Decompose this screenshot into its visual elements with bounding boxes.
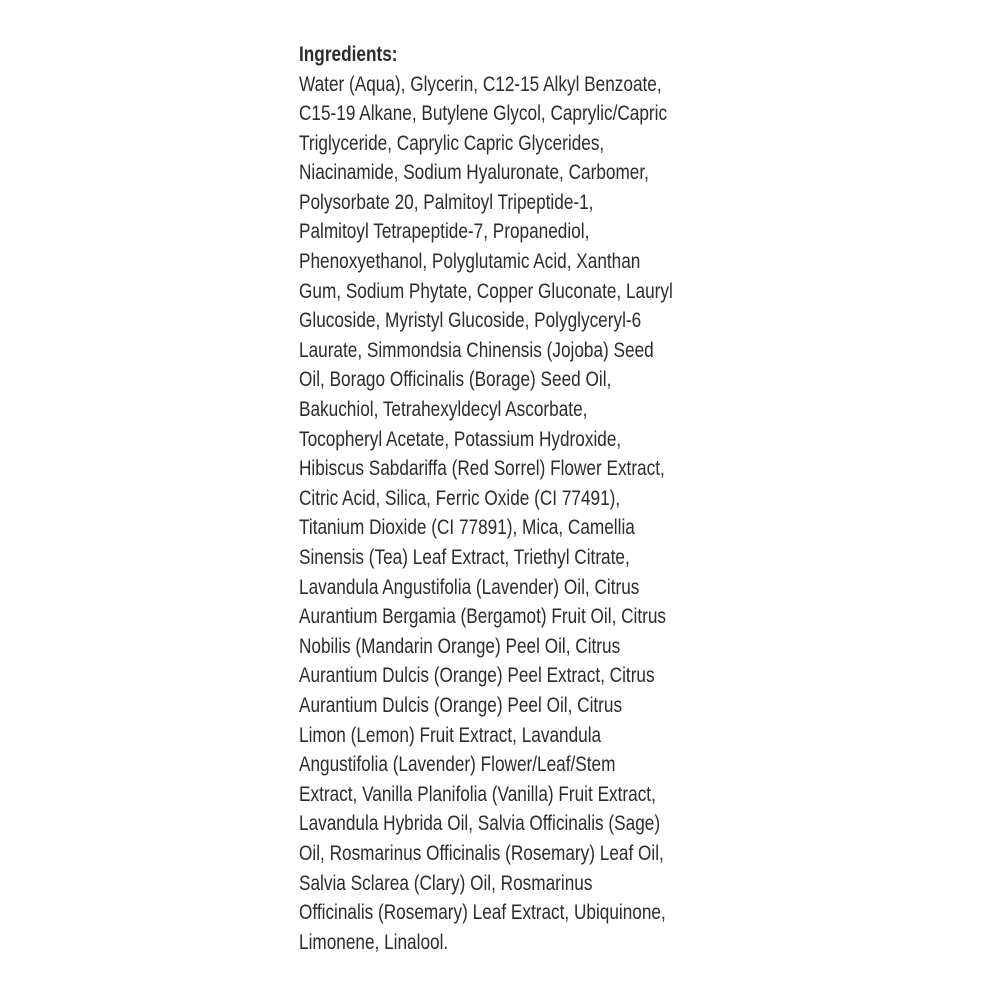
ingredients-line: Salvia Sclarea (Clary) Oil, Rosmarinus — [299, 870, 593, 895]
ingredients-line: Polysorbate 20, Palmitoyl Tripeptide-1, — [299, 189, 594, 214]
ingredients-line: Niacinamide, Sodium Hyaluronate, Carbomer, — [299, 160, 649, 185]
ingredients-heading: Ingredients: — [299, 43, 398, 66]
ingredients-line: Officinalis (Rosemary) Leaf Extract, Ubiquinone, — [299, 900, 666, 925]
ingredients-line: Tocopheryl Acetate, Potassium Hydroxide, — [299, 426, 622, 451]
ingredients-line: Nobilis (Mandarin Orange) Peel Oil, Citrus — [299, 633, 621, 658]
ingredients-line: Limonene, Linalool. — [299, 929, 449, 954]
ingredients-line: C15-19 Alkane, Butylene Glycol, Caprylic/Capric — [299, 101, 668, 126]
ingredients-line: Limon (Lemon) Fruit Extract, Lavandula — [299, 722, 602, 747]
ingredients-line: Extract, Vanilla Planifolia (Vanilla) Fruit Extract, — [299, 781, 656, 806]
ingredients-line: Triglyceride, Caprylic Capric Glycerides, — [299, 130, 605, 155]
ingredients-line: Titanium Dioxide (CI 77891), Mica, Camellia — [299, 515, 635, 540]
ingredients-line: Phenoxyethanol, Polyglutamic Acid, Xanthan — [299, 249, 641, 274]
ingredients-line: Gum, Sodium Phytate, Copper Gluconate, Lauryl — [299, 278, 673, 303]
ingredients-line: Aurantium Dulcis (Orange) Peel Extract, Citrus — [299, 663, 655, 688]
ingredients-line: Laurate, Simmondsia Chinensis (Jojoba) Seed — [299, 337, 654, 362]
ingredients-line: Oil, Rosmarinus Officinalis (Rosemary) Leaf Oil, — [299, 840, 664, 865]
ingredients-line: Hibiscus Sabdariffa (Red Sorrel) Flower Extract, — [299, 456, 665, 481]
ingredients-line: Oil, Borago Officinalis (Borage) Seed Oil, — [299, 367, 612, 392]
ingredients-line: Bakuchiol, Tetrahexyldecyl Ascorbate, — [299, 397, 588, 422]
ingredients-line: Aurantium Bergamia (Bergamot) Fruit Oil, Citrus — [299, 604, 667, 629]
ingredients-list — [299, 70, 719, 958]
ingredients-panel — [299, 40, 719, 957]
ingredients-line: Glucoside, Myristyl Glucoside, Polyglyceryl-6 — [299, 308, 642, 333]
ingredients-line: Citric Acid, Silica, Ferric Oxide (CI 77491), — [299, 485, 621, 510]
ingredients-line: Sinensis (Tea) Leaf Extract, Triethyl Citrate, — [299, 545, 630, 569]
ingredients-line: Palmitoyl Tetrapeptide-7, Propanediol, — [299, 219, 590, 244]
ingredients-line: Lavandula Hybrida Oil, Salvia Officinalis (Sage) — [299, 811, 661, 836]
ingredients-line: Lavandula Angustifolia (Lavender) Oil, Citrus — [299, 574, 640, 599]
ingredients-line: Angustifolia (Lavender) Flower/Leaf/Stem — [299, 752, 616, 777]
ingredients-line: Water (Aqua), Glycerin, C12-15 Alkyl Benzoate, — [299, 71, 662, 96]
ingredients-line: Aurantium Dulcis (Orange) Peel Oil, Citrus — [299, 692, 623, 717]
